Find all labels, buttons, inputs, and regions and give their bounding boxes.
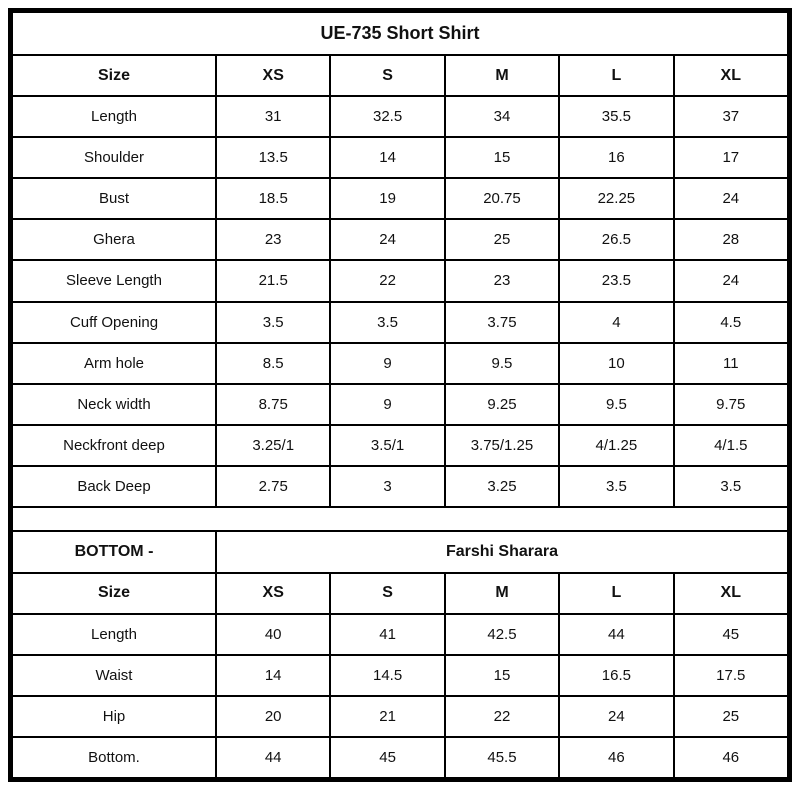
- bottom-measurement-value: 16.5: [559, 655, 673, 696]
- top-measurement-value: 9.5: [445, 343, 559, 384]
- top-measurement-value: 35.5: [559, 96, 673, 137]
- section-spacer: [12, 507, 788, 532]
- bottom-section-header-row: [12, 531, 788, 572]
- bottom-measurement-value: 44: [559, 614, 673, 655]
- top-measurement-value: 3: [330, 466, 444, 507]
- bottom-measurement-value: 42.5: [445, 614, 559, 655]
- bottom-measurement-value: 40: [216, 614, 330, 655]
- bottom-measurement-value: 46: [674, 737, 788, 778]
- bottom-size-header-cell: XL: [674, 573, 788, 614]
- top-measurement-value: 3.25: [445, 466, 559, 507]
- chart-title: UE-735 Short Shirt: [12, 12, 788, 55]
- bottom-table-row: [12, 696, 788, 737]
- top-measurement-value: 10: [559, 343, 673, 384]
- top-measurement-value: 9.25: [445, 384, 559, 425]
- top-measurement-value: 4/1.5: [674, 425, 788, 466]
- top-measurement-value: 4: [559, 302, 673, 343]
- top-size-header-label: Size: [12, 55, 216, 96]
- top-measurement-value: 2.75: [216, 466, 330, 507]
- bottom-measurement-label: Length: [12, 614, 216, 655]
- bottom-measurement-label: Bottom.: [12, 737, 216, 778]
- bottom-measurement-value: 41: [330, 614, 444, 655]
- top-table-row: [12, 425, 788, 466]
- bottom-measurement-value: 44: [216, 737, 330, 778]
- top-measurement-label: Neckfront deep: [12, 425, 216, 466]
- top-measurement-value: 9.75: [674, 384, 788, 425]
- top-measurement-label: Neck width: [12, 384, 216, 425]
- top-size-header-cell: S: [330, 55, 444, 96]
- section-spacer-cell: [12, 507, 788, 532]
- top-measurement-label: Length: [12, 96, 216, 137]
- top-measurement-value: 24: [674, 260, 788, 301]
- top-measurement-value: 15: [445, 137, 559, 178]
- top-measurement-value: 19: [330, 178, 444, 219]
- bottom-table-row: [12, 655, 788, 696]
- top-measurement-value: 22.25: [559, 178, 673, 219]
- top-table-row: [12, 466, 788, 507]
- bottom-size-header-cell: XS: [216, 573, 330, 614]
- top-measurement-value: 20.75: [445, 178, 559, 219]
- top-measurement-value: 31: [216, 96, 330, 137]
- top-measurement-label: Sleeve Length: [12, 260, 216, 301]
- top-measurement-value: 3.5: [559, 466, 673, 507]
- top-measurement-value: 37: [674, 96, 788, 137]
- top-measurement-value: 23: [445, 260, 559, 301]
- top-measurement-value: 18.5: [216, 178, 330, 219]
- top-measurement-value: 3.5: [674, 466, 788, 507]
- top-measurement-value: 34: [445, 96, 559, 137]
- bottom-measurement-label: Waist: [12, 655, 216, 696]
- bottom-section-title: Farshi Sharara: [216, 531, 788, 572]
- top-size-header-row: [12, 55, 788, 96]
- bottom-measurement-value: 17.5: [674, 655, 788, 696]
- top-measurement-value: 25: [445, 219, 559, 260]
- bottom-measurement-value: 45: [330, 737, 444, 778]
- bottom-measurement-value: 15: [445, 655, 559, 696]
- top-measurement-value: 22: [330, 260, 444, 301]
- top-measurement-value: 14: [330, 137, 444, 178]
- bottom-size-header-label: Size: [12, 573, 216, 614]
- top-measurement-value: 17: [674, 137, 788, 178]
- top-table-row: [12, 343, 788, 384]
- top-table-row: [12, 96, 788, 137]
- top-measurement-value: 13.5: [216, 137, 330, 178]
- bottom-measurement-value: 14.5: [330, 655, 444, 696]
- bottom-measurement-value: 14: [216, 655, 330, 696]
- top-measurement-value: 9: [330, 343, 444, 384]
- bottom-measurement-value: 45: [674, 614, 788, 655]
- top-measurement-value: 3.5: [216, 302, 330, 343]
- bottom-table-row: [12, 614, 788, 655]
- top-size-header-cell: M: [445, 55, 559, 96]
- top-measurement-value: 28: [674, 219, 788, 260]
- top-measurement-value: 8.5: [216, 343, 330, 384]
- bottom-measurement-label: Hip: [12, 696, 216, 737]
- top-measurement-value: 3.5: [330, 302, 444, 343]
- top-table-row: [12, 219, 788, 260]
- top-measurement-value: 8.75: [216, 384, 330, 425]
- bottom-measurement-value: 20: [216, 696, 330, 737]
- top-measurement-value: 16: [559, 137, 673, 178]
- bottom-section-heading: BOTTOM -: [12, 531, 216, 572]
- top-measurement-value: 11: [674, 343, 788, 384]
- top-measurement-label: Ghera: [12, 219, 216, 260]
- top-size-header-cell: L: [559, 55, 673, 96]
- top-measurement-value: 3.25/1: [216, 425, 330, 466]
- top-measurement-value: 23: [216, 219, 330, 260]
- top-measurement-value: 21.5: [216, 260, 330, 301]
- top-measurement-value: 4/1.25: [559, 425, 673, 466]
- top-measurement-value: 24: [330, 219, 444, 260]
- bottom-measurement-value: 24: [559, 696, 673, 737]
- top-measurement-value: 9.5: [559, 384, 673, 425]
- top-measurement-label: Cuff Opening: [12, 302, 216, 343]
- top-measurement-label: Bust: [12, 178, 216, 219]
- top-table-row: [12, 137, 788, 178]
- top-measurement-value: 4.5: [674, 302, 788, 343]
- bottom-measurement-value: 22: [445, 696, 559, 737]
- top-measurement-value: 24: [674, 178, 788, 219]
- top-measurement-value: 3.5/1: [330, 425, 444, 466]
- top-table-row: [12, 260, 788, 301]
- bottom-size-header-cell: S: [330, 573, 444, 614]
- bottom-table-row: [12, 737, 788, 778]
- bottom-measurement-value: 25: [674, 696, 788, 737]
- top-measurement-label: Back Deep: [12, 466, 216, 507]
- top-measurement-label: Arm hole: [12, 343, 216, 384]
- top-measurement-value: 9: [330, 384, 444, 425]
- bottom-measurement-value: 46: [559, 737, 673, 778]
- bottom-measurement-value: 21: [330, 696, 444, 737]
- bottom-size-header-row: [12, 573, 788, 614]
- top-measurement-value: 3.75: [445, 302, 559, 343]
- bottom-size-header-cell: L: [559, 573, 673, 614]
- top-size-header-cell: XS: [216, 55, 330, 96]
- size-chart: [8, 8, 792, 782]
- top-table-row: [12, 302, 788, 343]
- bottom-measurement-value: 45.5: [445, 737, 559, 778]
- top-size-header-cell: XL: [674, 55, 788, 96]
- size-chart-table: [11, 11, 789, 779]
- top-table-row: [12, 384, 788, 425]
- top-measurement-value: 23.5: [559, 260, 673, 301]
- top-measurement-value: 32.5: [330, 96, 444, 137]
- top-table-row: [12, 178, 788, 219]
- top-measurement-value: 26.5: [559, 219, 673, 260]
- top-measurement-value: 3.75/1.25: [445, 425, 559, 466]
- bottom-size-header-cell: M: [445, 573, 559, 614]
- top-measurement-label: Shoulder: [12, 137, 216, 178]
